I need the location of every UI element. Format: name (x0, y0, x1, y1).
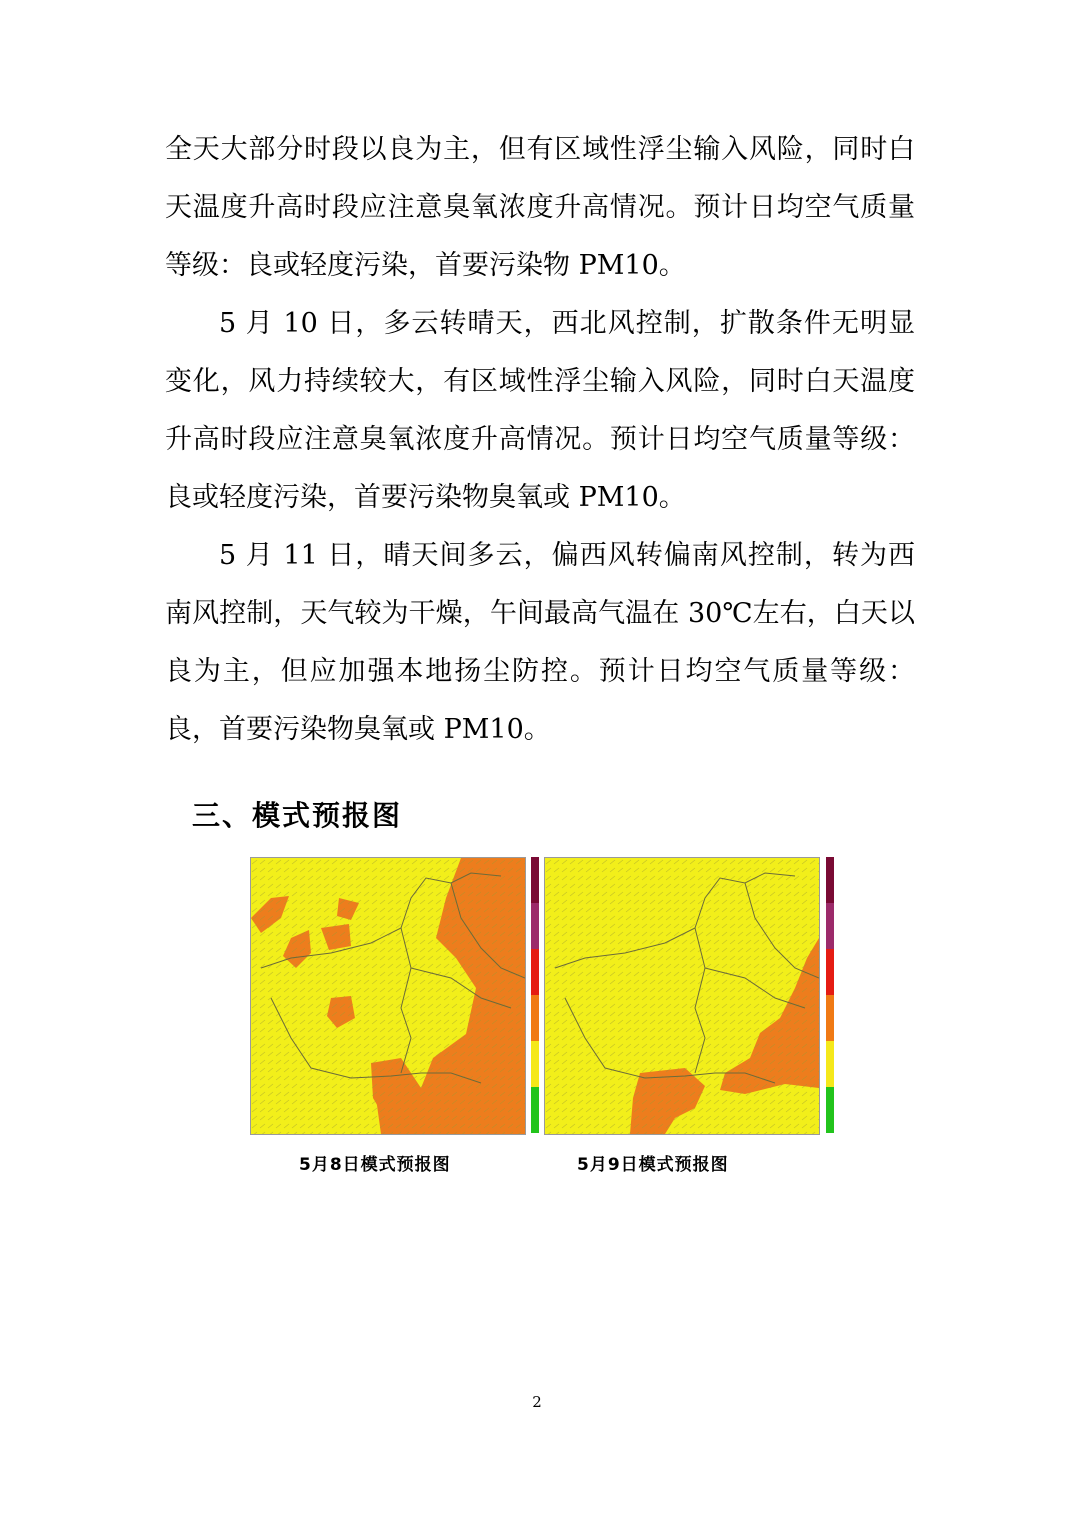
forecast-map-may-9 (544, 857, 820, 1135)
figure-caption-may-8: 5月8日模式预报图 (299, 1155, 451, 1175)
color-scale-bar (826, 857, 834, 1133)
color-scale-bar (531, 857, 539, 1133)
forecast-map-may-9-image (545, 858, 819, 1134)
color-legend-may-9 (826, 857, 834, 1133)
page-number: 2 (532, 1393, 542, 1411)
paragraph-3: 5 月 11 日，晴天间多云，偏西风转偏南风控制，转为西南风控制，天气较为干燥，午间最高气温在 30℃左右，白天以良为主，但应加强本地扬尘防控。预计日均空气质量等级：良，首要污染物臭氧或 PM10。 (165, 540, 915, 745)
paragraph-1: 全天大部分时段以良为主，但有区域性浮尘输入风险，同时白天温度升高时段应注意臭氧浓度升高情况。预计日均空气质量等级：良或轻度污染，首要污染物 PM10。 (165, 134, 915, 281)
forecast-map-may-8 (250, 857, 526, 1135)
body-text (165, 121, 915, 759)
forecast-map-may-8-image (251, 858, 525, 1134)
paragraph-2: 5 月 10 日，多云转晴天，西北风控制，扩散条件无明显变化，风力持续较大，有区域性浮尘输入风险，同时白天温度升高时段应注意臭氧浓度升高情况。预计日均空气质量等级：良或轻度污染，首要污染物臭氧或 PM10。 (165, 308, 915, 513)
figure-caption-may-9: 5月9日模式预报图 (577, 1155, 729, 1175)
color-legend-may-8 (531, 857, 539, 1133)
section-title: 三、模式预报图 (192, 799, 403, 832)
